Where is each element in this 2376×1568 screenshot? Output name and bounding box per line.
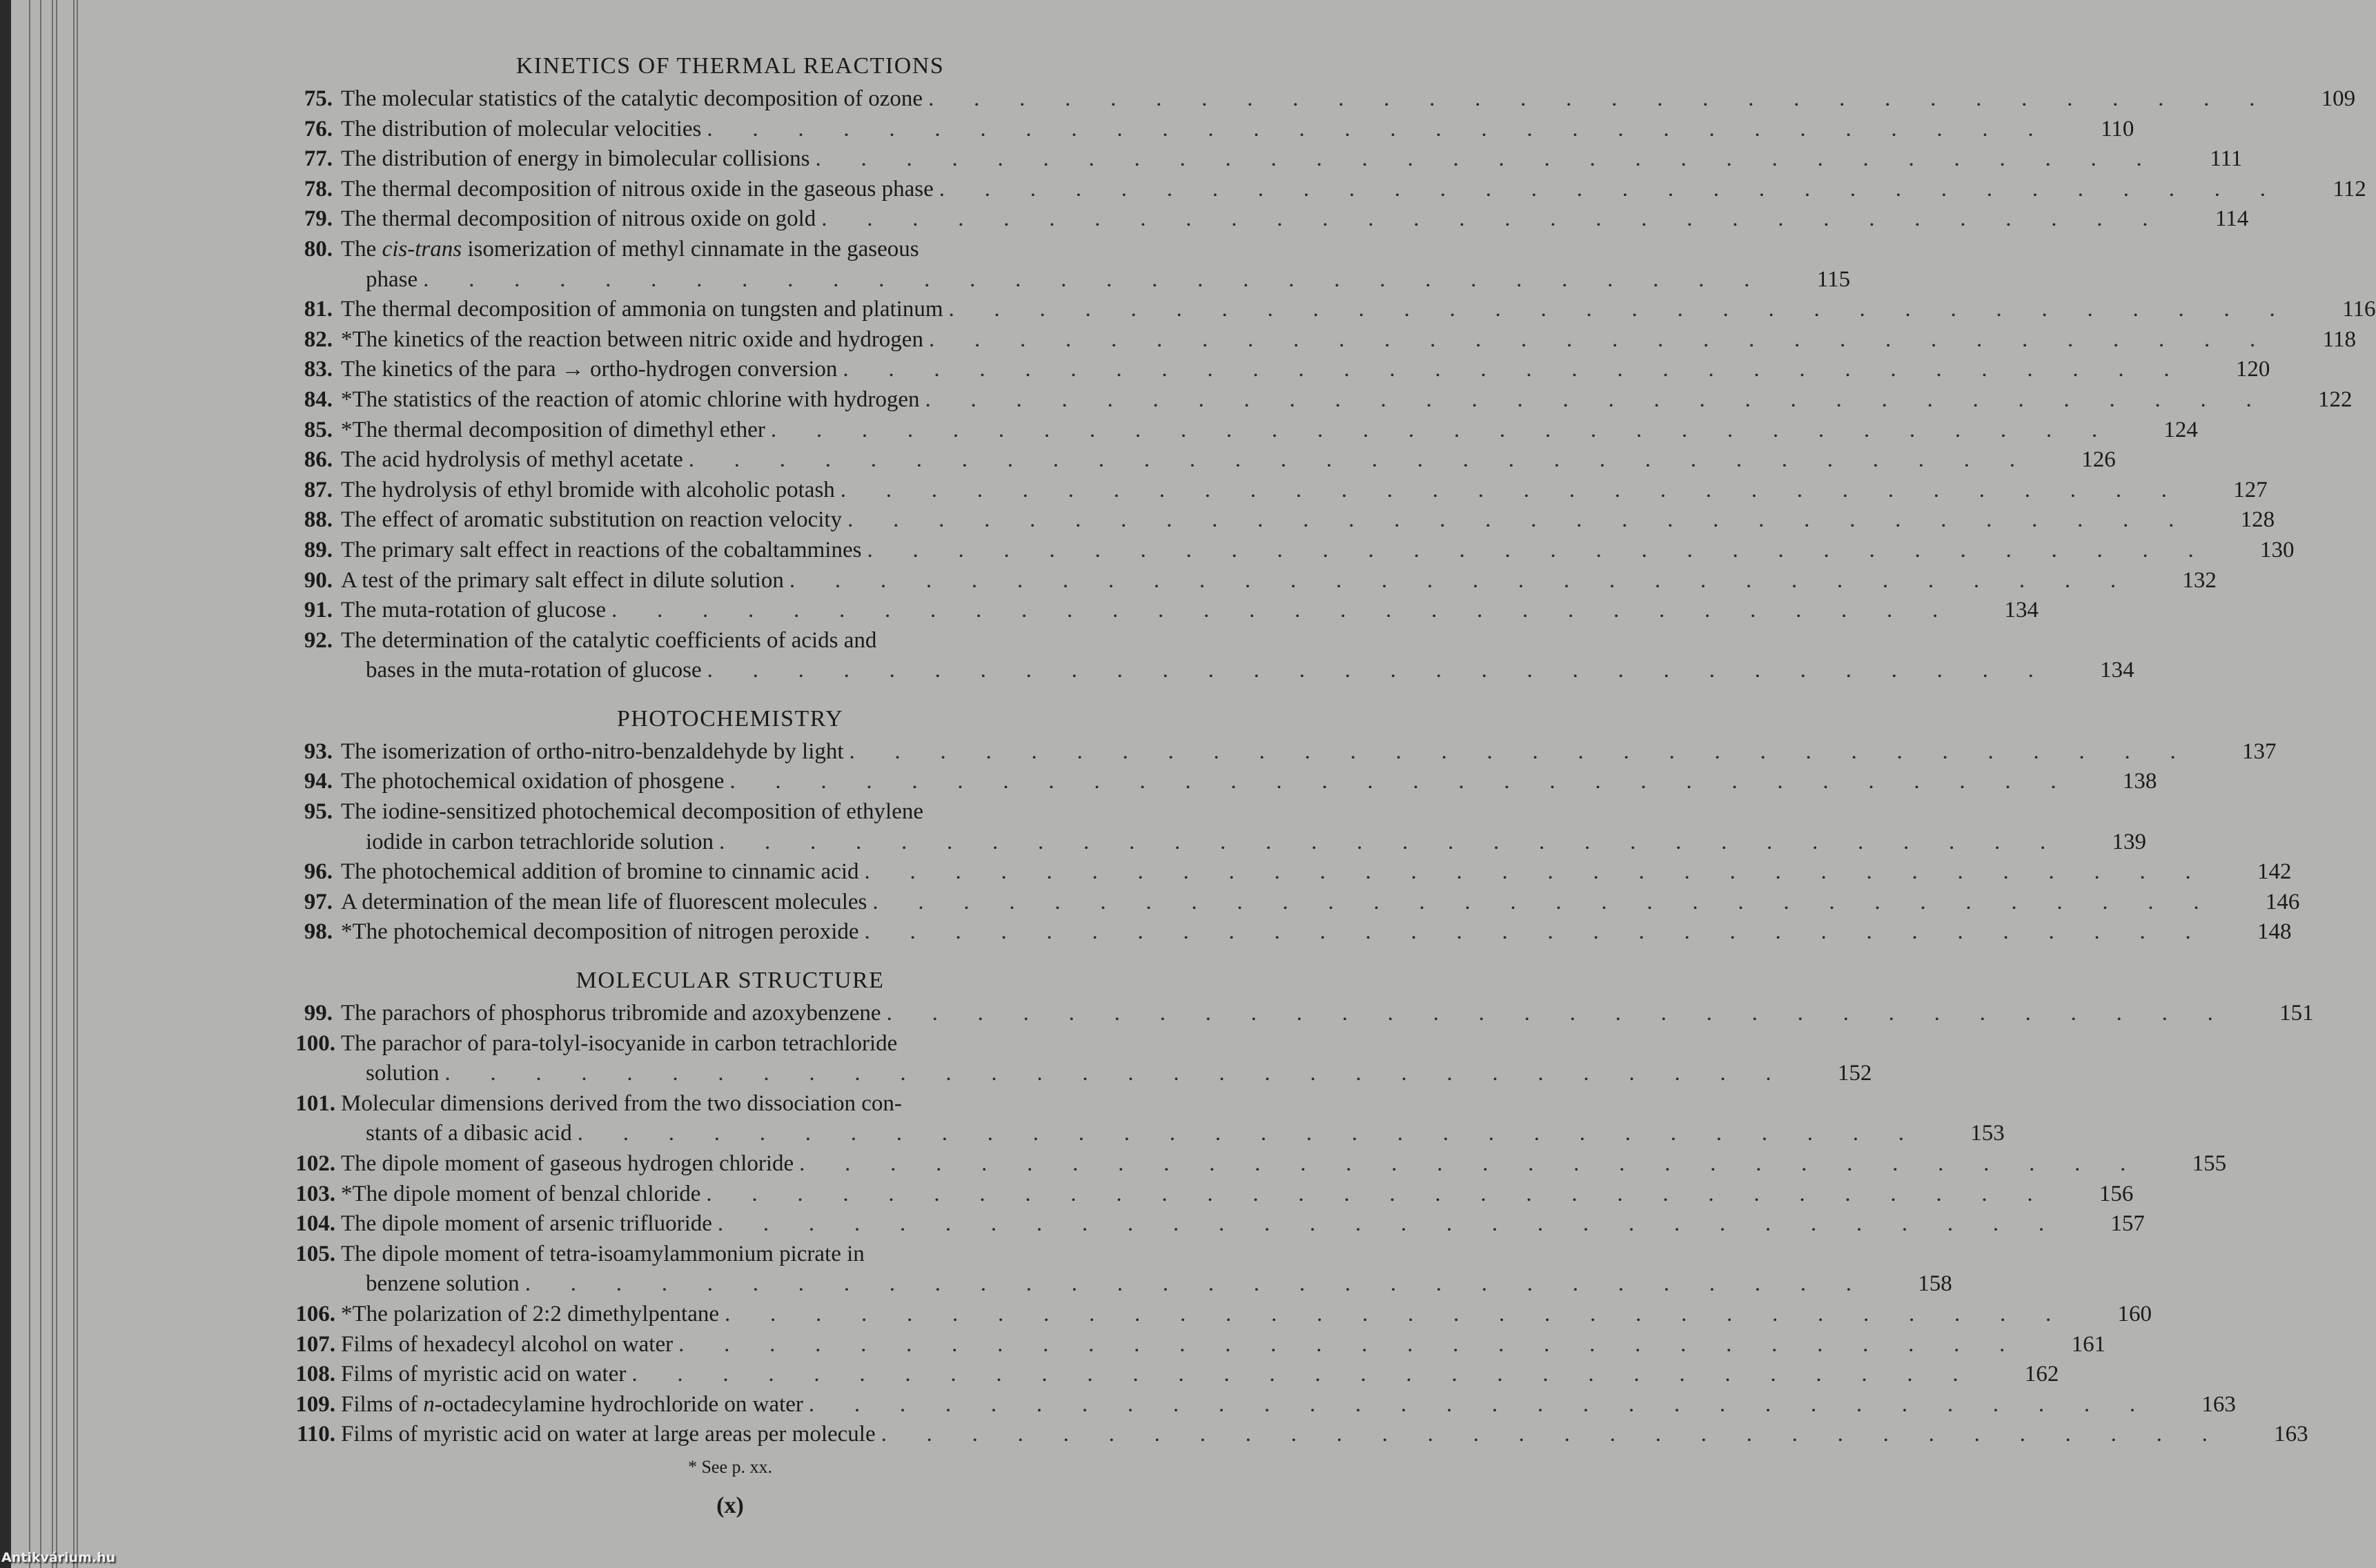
page-number: 134 xyxy=(2100,658,2134,683)
entry-number: 97. xyxy=(304,889,333,914)
entry-number: 83. xyxy=(304,357,333,382)
entry-number: 96. xyxy=(304,859,333,885)
entry-title: The parachor of para-tolyl-isocyanide in carbon tetrachloride xyxy=(341,1030,898,1056)
entry-title: Films of myristic acid on water xyxy=(341,1362,627,1387)
toc-entry-line xyxy=(275,355,2270,385)
dot-leader: . . . . . . . . . . . . . . . . . . . . . . . . . . . . . . xyxy=(881,1422,2248,1447)
page-number: 110 xyxy=(2101,116,2134,141)
toc-entry xyxy=(275,1209,2145,1239)
toc-entry xyxy=(275,476,2268,506)
entry-title: The dipole moment of gaseous hydrogen chloride xyxy=(341,1151,794,1176)
toc-entry xyxy=(275,385,2353,415)
binding-line xyxy=(73,0,75,1568)
section-heading: PHOTOCHEMISTRY xyxy=(616,705,844,732)
section-heading: KINETICS OF THERMAL REACTIONS xyxy=(516,53,945,79)
page-number: 153 xyxy=(1970,1121,2005,1146)
page-edge-shadow xyxy=(0,0,11,1568)
entry-title: The iodine-sensitized photochemical decomposition of ethylene xyxy=(341,799,923,825)
dot-leader: . . . . . . . . . . . . . . . . . . . . . . . . . . . . . . xyxy=(707,658,2074,683)
entry-number: 75. xyxy=(304,86,333,111)
entry-title: bases in the muta-rotation of glucose xyxy=(366,658,702,683)
toc-entry xyxy=(275,1179,2134,1210)
entry-title: The molecular statistics of the catalytic decomposition of ozone xyxy=(341,86,923,111)
page-number: 139 xyxy=(2112,829,2147,854)
page-number: 160 xyxy=(2117,1301,2152,1326)
entry-number: 99. xyxy=(304,1001,333,1026)
entry-number: 80. xyxy=(304,236,333,262)
toc-entry xyxy=(275,1089,2005,1149)
page-number: 146 xyxy=(2265,889,2300,914)
toc-entry-line xyxy=(275,115,2134,145)
dot-leader: . . . . . . . . . . . . . . . . . . . . . . . . . . . . . . xyxy=(815,146,2182,172)
toc-entry xyxy=(275,144,2243,175)
italic-term: n xyxy=(423,1391,435,1417)
page-number: 156 xyxy=(2099,1181,2134,1206)
page-number: 158 xyxy=(1918,1271,1952,1297)
page-number: 112 xyxy=(2333,176,2366,202)
entry-title: The acid hydrolysis of methyl acetate xyxy=(341,447,683,473)
toc-entry xyxy=(275,1420,2308,1450)
toc-entry xyxy=(275,1029,1872,1089)
dot-leader: . . . . . . . . . . . . . . . . . . . . . . . . . . . . . . xyxy=(719,829,2086,854)
entry-title: The thermal decomposition of nitrous oxide in the gaseous phase xyxy=(341,176,934,202)
table-of-contents xyxy=(275,48,2376,1519)
toc-entry-line xyxy=(275,1089,1130,1119)
entry-title: The photochemical oxidation of phosgene xyxy=(341,769,725,794)
section-heading: MOLECULAR STRUCTURE xyxy=(576,968,885,994)
toc-entry-line xyxy=(275,1360,2059,1390)
entry-title: *The statistics of the reaction of atomic chlorine with hydrogen xyxy=(341,386,920,412)
toc-entry xyxy=(275,84,2356,115)
toc-entry-line xyxy=(275,385,2353,415)
entry-title: The primary salt effect in reactions of the cobaltammines xyxy=(341,537,862,562)
toc-entry xyxy=(275,204,2249,235)
dot-leader: . . . . . . . . . . . . . . . . . . . . . . . . . . . . . . xyxy=(886,1001,2253,1026)
entry-title: The parachors of phosphorus tribromide and azoxybenzene xyxy=(341,1001,881,1026)
toc-entry xyxy=(275,857,2292,888)
dot-leader: . . . . . . . . . . . . . . . . . . . . . . . . . . . . . . xyxy=(770,417,2137,442)
toc-entry-line xyxy=(275,857,2292,888)
toc-entry-line xyxy=(275,144,2243,175)
toc-entry-line xyxy=(275,888,2300,918)
entry-title: The effect of aromatic substitution on reaction velocity xyxy=(341,507,843,533)
toc-entry xyxy=(275,1149,2227,1179)
dot-leader: . . . . . . . . . . . . . . . . . . . . . . . . . . . . . . xyxy=(611,598,1978,623)
entry-number: 104. xyxy=(295,1211,335,1237)
toc-entry xyxy=(275,175,2366,205)
dot-leader: . . . . . . . . . . . . . . . . . . . . . . . . . . . . . . xyxy=(678,1331,2045,1357)
dot-leader: . . . . . . . . . . . . . . . . . . . . . . . . . . . . . . xyxy=(847,507,2215,533)
entry-title: The dipole moment of arsenic trifluoride xyxy=(341,1211,712,1237)
toc-entry-line xyxy=(275,917,2292,948)
entry-number: 88. xyxy=(304,507,333,533)
entry-number: 91. xyxy=(304,598,333,623)
toc-entry-line xyxy=(275,1119,2005,1149)
toc-entry xyxy=(275,1390,2236,1420)
toc-entry xyxy=(275,767,2157,797)
entry-title: The determination of the catalytic coefficients of acids and xyxy=(341,627,877,653)
entry-number: 103. xyxy=(295,1181,335,1206)
page-number: 115 xyxy=(1816,266,1851,292)
entry-title: The thermal decomposition of ammonia on tungsten and platinum xyxy=(341,297,943,322)
binding-line xyxy=(40,0,41,1568)
toc-entry-line xyxy=(275,797,1130,827)
entry-title: The dipole moment of tetra-isoamylammonium picrate in xyxy=(341,1241,865,1266)
toc-entry-line xyxy=(275,84,2356,115)
toc-entry-line xyxy=(275,1209,2145,1239)
toc-entry-line xyxy=(275,505,2275,536)
entry-number: 109. xyxy=(295,1391,335,1417)
binding-line xyxy=(52,0,53,1568)
toc-entry xyxy=(275,797,2147,857)
page-number: 134 xyxy=(2004,598,2039,623)
toc-entry-line xyxy=(275,1390,2236,1420)
page-number: 114 xyxy=(2215,206,2249,232)
toc-entry-line xyxy=(275,1059,1872,1089)
dot-leader: . . . . . . . . . . . . . . . . . . . . . . . . . . . . . . xyxy=(707,116,2074,141)
dot-leader: . . . . . . . . . . . . . . . . . . . . . . . . . . . . . . xyxy=(729,769,2097,794)
toc-entry-line xyxy=(275,1149,2227,1179)
toc-entry-line xyxy=(275,536,2295,566)
entry-title: The kinetics of the para → ortho-hydrogen conversion xyxy=(341,357,838,382)
toc-entry-line xyxy=(275,1269,1952,1300)
page-folio: (x) xyxy=(716,1492,744,1518)
entry-title: *The thermal decomposition of dimethyl ether xyxy=(341,417,765,442)
dot-leader: . . . . . . . . . . . . . . . . . . . . . . . . . . . . . . xyxy=(925,386,2292,412)
toc-entry xyxy=(275,115,2134,145)
entry-number: 98. xyxy=(304,919,333,945)
dot-leader: . . . . . . . . . . . . . . . . . . . . . . . . . . . . . . xyxy=(928,86,2295,111)
page-number: 142 xyxy=(2257,859,2292,885)
page-number: 137 xyxy=(2242,738,2277,764)
page-number: 126 xyxy=(2081,447,2116,473)
entry-number: 86. xyxy=(304,447,333,473)
page-number: 148 xyxy=(2257,919,2292,945)
toc-entry-line xyxy=(275,265,1851,295)
entry-number: 108. xyxy=(295,1362,335,1387)
page-number: 163 xyxy=(2201,1391,2236,1417)
entry-title: The photochemical addition of bromine to cinnamic acid xyxy=(341,859,859,885)
dot-leader: . . . . . . . . . . . . . . . . . . . . . . . . . . . . . . xyxy=(706,1181,2073,1206)
toc-entry-line xyxy=(275,175,2366,205)
toc-entry xyxy=(275,505,2275,536)
entry-number: 105. xyxy=(295,1241,335,1266)
toc-entry xyxy=(275,566,2217,596)
dot-leader: . . . . . . . . . . . . . . . . . . . . . . . . . . . . . . xyxy=(577,1121,1944,1146)
toc-entry-line xyxy=(275,596,2039,626)
entry-title: The distribution of molecular velocities xyxy=(341,116,702,141)
dot-leader: . . . . . . . . . . . . . . . . . . . . . . . . . . . . . . xyxy=(867,537,2234,562)
toc-entry-line xyxy=(275,1420,2308,1450)
toc-entry xyxy=(275,445,2116,476)
toc-entry xyxy=(275,1330,2106,1360)
toc-entry-line xyxy=(275,1179,2134,1210)
entry-number: 95. xyxy=(304,799,333,825)
toc-entry-line xyxy=(275,827,2147,858)
entry-number: 82. xyxy=(304,326,333,352)
toc-entry-line xyxy=(275,445,2116,476)
entry-title: iodide in carbon tetrachloride solution xyxy=(366,829,714,854)
page-number: 152 xyxy=(1837,1061,1872,1086)
entry-number: 77. xyxy=(304,146,333,172)
toc-entry-line xyxy=(275,999,2314,1029)
toc-entry-line xyxy=(275,476,2268,506)
entry-title: solution xyxy=(366,1061,440,1086)
toc-entry-line xyxy=(275,1330,2106,1360)
dot-leader: . . . . . . . . . . . . . . . . . . . . . . . . . . . . . . xyxy=(688,447,2055,473)
entry-number: 93. xyxy=(304,738,333,764)
toc-entry xyxy=(275,917,2292,948)
entry-title: *The polarization of 2:2 dimethylpentane xyxy=(341,1301,719,1326)
dot-leader: . . . . . . . . . . . . . . . . . . . . . . . . . . . . . . xyxy=(631,1362,1999,1387)
toc-entry xyxy=(275,325,2356,355)
entry-number: 101. xyxy=(295,1090,335,1116)
dot-leader: . . . . . . . . . . . . . . . . . . . . . . . . . . . . . . xyxy=(821,206,2188,232)
toc-entry-line xyxy=(275,767,2157,797)
entry-number: 84. xyxy=(304,386,333,412)
page-number: 161 xyxy=(2071,1331,2106,1357)
toc-entry-line xyxy=(275,656,2134,686)
dot-leader: . . . . . . . . . . . . . . . . . . . . . . . . . . . . . . xyxy=(843,357,2210,382)
dot-leader: . . . . . . . . . . . . . . . . . . . . . . . . . . . . . . xyxy=(928,326,2295,352)
toc-entry-line xyxy=(275,737,2277,767)
dot-leader: . . . . . . . . . . . . . . . . . . . . . . . . . . . . . . xyxy=(789,567,2156,593)
page-number: 122 xyxy=(2318,386,2353,412)
toc-entry-line xyxy=(275,295,2376,325)
binding-line xyxy=(56,0,57,1568)
entry-title: Films of n-octadecylamine hydrochloride on water xyxy=(341,1391,803,1417)
dot-leader: . . . . . . . . . . . . . . . . . . . . . . . . . . . . . . xyxy=(808,1391,2175,1417)
toc-entry xyxy=(275,536,2295,566)
dot-leader: . . . . . . . . . . . . . . . . . . . . . . . . . . . . . . xyxy=(872,889,2239,914)
entry-title: stants of a dibasic acid xyxy=(366,1121,572,1146)
dot-leader: . . . . . . . . . . . . . . . . . . . . . . . . . . . . . . xyxy=(849,738,2216,764)
page-number: 128 xyxy=(2240,507,2275,533)
page-number: 157 xyxy=(2110,1211,2145,1237)
entry-number: 94. xyxy=(304,769,333,794)
toc-entry xyxy=(275,415,2198,446)
entry-title: *The kinetics of the reaction between nitric oxide and hydrogen xyxy=(341,326,923,352)
binding-line xyxy=(77,0,78,1568)
page-number: 111 xyxy=(2210,146,2243,172)
page-number: 155 xyxy=(2192,1151,2227,1176)
binding-line xyxy=(29,0,30,1568)
toc-entry xyxy=(275,235,1851,295)
dot-leader: . . . . . . . . . . . . . . . . . . . . . . . . . . . . . . xyxy=(717,1211,2084,1237)
toc-entry xyxy=(275,596,2039,626)
entry-title: Films of myristic acid on water at large areas per molecule xyxy=(341,1422,876,1447)
toc-entry-line xyxy=(275,204,2249,235)
dot-leader: . . . . . . . . . . . . . . . . . . . . . . . . . . . . . . xyxy=(444,1061,1812,1086)
toc-entry-line xyxy=(275,235,1130,265)
dot-leader: . . . . . . . . . . . . . . . . . . . . . . . . . . . . . . xyxy=(864,859,2231,885)
dot-leader: . . . . . . . . . . . . . . . . . . . . . . . . . . . . . . xyxy=(799,1151,2166,1176)
toc-entry xyxy=(275,1239,1952,1300)
toc-entry xyxy=(275,355,2270,385)
entry-number: 106. xyxy=(295,1301,335,1326)
toc-entry-line xyxy=(275,1239,1130,1270)
entry-title: The thermal decomposition of nitrous oxide on gold xyxy=(341,206,816,232)
page-number: 138 xyxy=(2122,769,2157,794)
toc-entry xyxy=(275,888,2300,918)
page-number: 118 xyxy=(2322,326,2356,352)
entry-number: 78. xyxy=(304,176,333,202)
entry-number: 79. xyxy=(304,206,333,232)
toc-entry-line xyxy=(275,325,2356,355)
entry-title: The isomerization of ortho-nitro-benzaldehyde by light xyxy=(341,738,844,764)
dot-leader: . . . . . . . . . . . . . . . . . . . . . . . . . . . . . . xyxy=(939,176,2306,202)
entry-number: 76. xyxy=(304,116,333,141)
italic-term: cis-trans xyxy=(382,236,462,262)
entry-title: Molecular dimensions derived from the two dissociation con- xyxy=(341,1090,902,1116)
entry-number: 92. xyxy=(304,627,333,653)
entry-title: The hydrolysis of ethyl bromide with alcoholic potash xyxy=(341,477,835,502)
page-number: 132 xyxy=(2182,567,2217,593)
page-number: 120 xyxy=(2235,357,2270,382)
page-number: 162 xyxy=(2024,1362,2059,1387)
page-number: 124 xyxy=(2163,417,2198,442)
entry-number: 81. xyxy=(304,297,333,322)
entry-title: Films of hexadecyl alcohol on water xyxy=(341,1331,674,1357)
toc-entry-line xyxy=(275,566,2217,596)
entry-number: 100. xyxy=(295,1030,335,1056)
toc-entry xyxy=(275,295,2376,325)
entry-title: A test of the primary salt effect in dilute solution xyxy=(341,567,784,593)
entry-number: 90. xyxy=(304,567,333,593)
entry-title: A determination of the mean life of fluorescent molecules xyxy=(341,889,867,914)
dot-leader: . . . . . . . . . . . . . . . . . . . . . . . . . . . . . . xyxy=(423,266,1790,292)
toc-entry xyxy=(275,1360,2059,1390)
toc-entry xyxy=(275,999,2314,1029)
toc-entry-line xyxy=(275,626,1130,656)
entry-number: 110. xyxy=(297,1422,335,1447)
entry-number: 107. xyxy=(295,1331,335,1357)
page-number: 151 xyxy=(2279,1001,2314,1026)
page-number: 163 xyxy=(2274,1422,2308,1447)
entry-number: 87. xyxy=(304,477,333,502)
page-number: 130 xyxy=(2259,537,2295,562)
entry-title: The muta-rotation of glucose xyxy=(341,598,606,623)
entry-title: *The dipole moment of benzal chloride xyxy=(341,1181,701,1206)
entry-number: 89. xyxy=(304,537,333,562)
toc-entry-line xyxy=(275,1029,1130,1059)
entry-title: *The photochemical decomposition of nitrogen peroxide xyxy=(341,919,859,945)
toc-entry-line xyxy=(275,415,2198,446)
toc-entry xyxy=(275,626,2134,686)
entry-number: 102. xyxy=(295,1151,335,1176)
entry-title: benzene solution xyxy=(366,1271,520,1297)
toc-sections xyxy=(275,48,2376,1450)
entry-title: The cis-trans isomerization of methyl cinnamate in the gaseous xyxy=(341,236,919,262)
entry-number: 85. xyxy=(304,417,333,442)
dot-leader: . . . . . . . . . . . . . . . . . . . . . . . . . . . . . . xyxy=(864,919,2231,945)
page-number: 127 xyxy=(2233,477,2268,502)
toc-entry xyxy=(275,737,2277,767)
dot-leader: . . . . . . . . . . . . . . . . . . . . . . . . . . . . . . xyxy=(524,1271,1892,1297)
toc-entry xyxy=(275,1300,2152,1330)
entry-title: phase xyxy=(366,266,418,292)
page-number: 116 xyxy=(2342,297,2376,322)
dot-leader: . . . . . . . . . . . . . . . . . . . . . . . . . . . . . . xyxy=(725,1301,2091,1326)
toc-entry-line xyxy=(275,1300,2152,1330)
dot-leader: . . . . . . . . . . . . . . . . . . . . . . . . . . . . . . xyxy=(948,297,2315,322)
dot-leader: . . . . . . . . . . . . . . . . . . . . . . . . . . . . . . xyxy=(840,477,2207,502)
page-number: 109 xyxy=(2321,86,2356,111)
entry-title: The distribution of energy in bimolecular collisions xyxy=(341,146,810,172)
footnote: * See p. xx. xyxy=(687,1456,773,1477)
watermark: Antikvárium.hu xyxy=(1,1550,116,1565)
